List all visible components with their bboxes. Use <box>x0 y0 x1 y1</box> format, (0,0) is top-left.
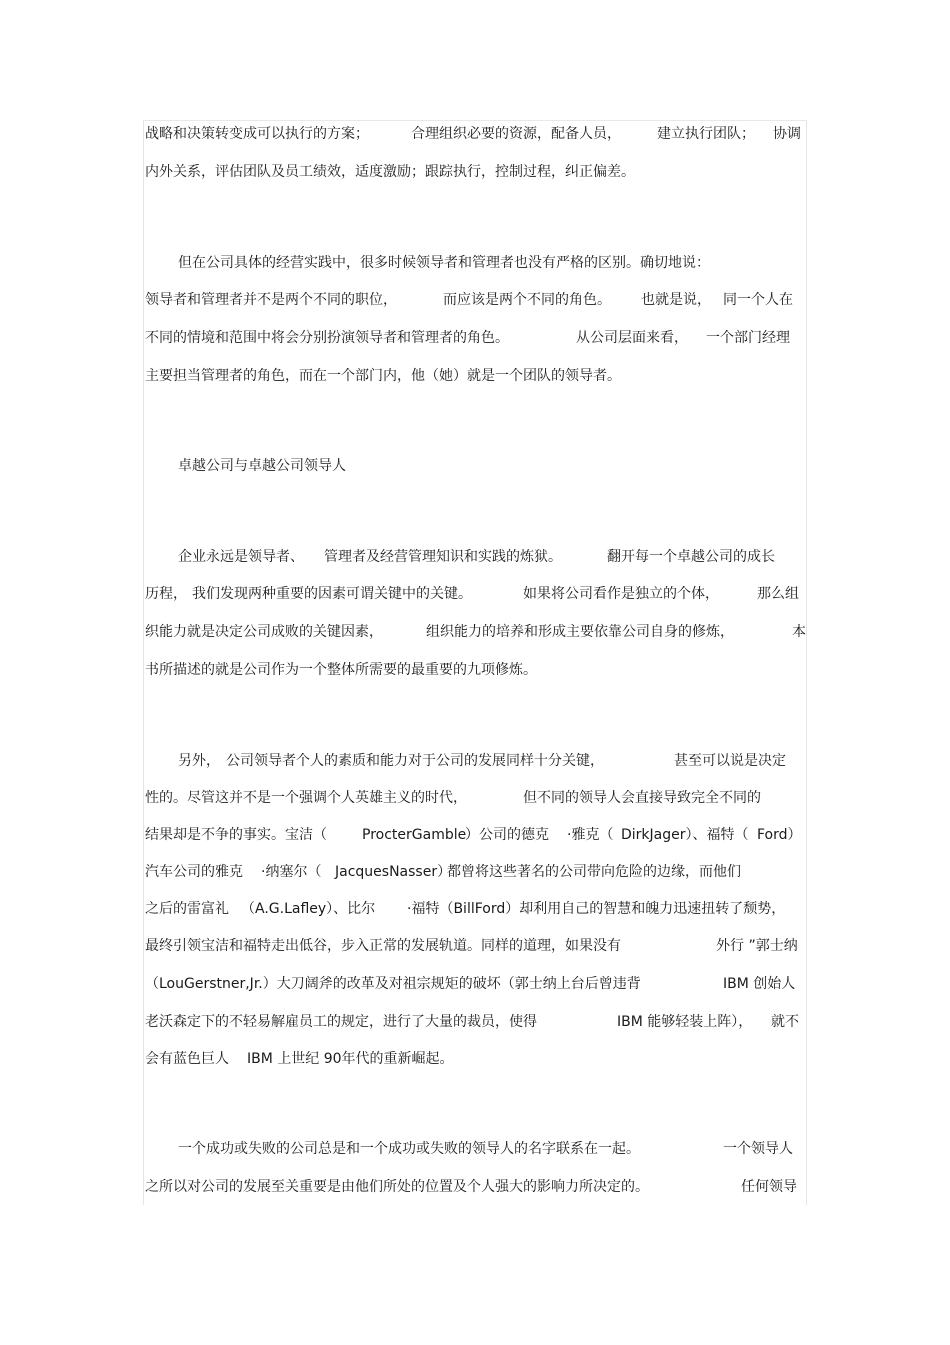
text-line <box>145 658 805 682</box>
text-line <box>145 972 805 996</box>
text-segment: JacquesNasser） <box>335 864 452 880</box>
text-segment: 之后的雷富礼 <box>145 901 229 917</box>
text-segment: DirkJager）、福特（ <box>621 827 749 843</box>
text-segment: 那么组 <box>757 586 799 602</box>
text-segment: 如果将公司看作是独立的个体， <box>523 586 719 602</box>
text-segment: 甚至可以说是决定 <box>674 753 786 769</box>
text-segment: 任何领导 <box>741 1179 797 1195</box>
text-segment: 外行 ”郭士纳 <box>716 938 798 954</box>
paragraph-first-line <box>178 251 805 275</box>
text-segment: IBM 上世纪 90年代的重新崛起。 <box>247 1051 454 1067</box>
text-segment: 合理组织必要的资源，配备人员， <box>411 126 621 142</box>
text-segment: 我们发现两种重要的因素可谓关键中的关键。 <box>192 586 472 602</box>
text-line <box>145 860 805 884</box>
paragraph-first-line <box>178 1137 805 1161</box>
page-border-right <box>806 120 807 1205</box>
text-line <box>145 1175 805 1199</box>
text-segment: 翻开每一个卓越公司的成长 <box>607 549 775 565</box>
text-segment: 一个部门经理 <box>706 330 790 346</box>
text-segment: 同一个人在 <box>723 292 793 308</box>
text-segment: 领导者和管理者并不是两个不同的职位， <box>145 292 397 308</box>
text-segment: 管理者及经营管理知识和实践的炼狱。 <box>324 549 562 565</box>
text-segment: IBM 创始人 <box>723 976 796 992</box>
text-segment: ·雅克（ <box>567 827 614 843</box>
text-segment: Ford） <box>757 827 802 843</box>
text-segment: 公司领导者个人的素质和能力对于公司的发展同样十分关键， <box>226 753 604 769</box>
text-segment: 协调 <box>773 126 801 142</box>
text-segment: 组织能力的培养和形成主要依靠公司自身的修炼， <box>426 624 734 640</box>
text-segment: 性的。尽管这并不是一个强调个人英雄主义的时代， <box>145 790 467 806</box>
text-segment: 就不 <box>771 1014 799 1030</box>
paragraph-first-line <box>178 749 805 773</box>
text-segment: 也就是说， <box>641 292 711 308</box>
text-line <box>145 823 805 847</box>
text-segment: ·纳塞尔（ <box>261 864 322 880</box>
page-border-left <box>143 120 144 1205</box>
text-segment: 结果却是不争的事实。宝洁（ <box>145 827 327 843</box>
text-segment: ProcterGamble <box>362 827 467 843</box>
text-segment: 一个成功或失败的公司总是和一个成功或失败的领导人的名字联系在一起。 <box>178 1141 640 1157</box>
text-segment: 主要担当管理者的角色，而在一个部门内，他（她）就是一个团队的领导者。 <box>145 368 621 384</box>
text-line <box>145 1010 805 1034</box>
text-segment: 汽车公司的雅克 <box>145 864 243 880</box>
text-line <box>145 620 805 644</box>
text-segment: 一个领导人 <box>723 1141 793 1157</box>
text-segment: 都曾将这些著名的公司带向危险的边缘，而他们 <box>447 864 741 880</box>
section-heading <box>178 454 805 478</box>
text-segment: ）公司的德克 <box>465 827 549 843</box>
paragraph-first-line <box>178 545 805 569</box>
text-segment: 之所以对公司的发展至关重要是由他们所处的位置及个人强大的影响力所决定的。 <box>145 1179 649 1195</box>
text-line <box>145 364 805 388</box>
text-line <box>145 160 805 184</box>
text-segment: 建立执行团队； <box>657 126 755 142</box>
text-segment: 内外关系，评估团队及员工绩效，适度激励；跟踪执行，控制过程，纠正偏差。 <box>145 164 635 180</box>
text-segment: （LouGerstner,Jr.）大刀阔斧的改革及对祖宗规矩的破坏（郭士纳上台后曾违背 <box>145 976 641 992</box>
text-segment: 本 <box>792 624 806 640</box>
text-line <box>145 582 805 606</box>
text-segment: 另外， <box>178 753 220 769</box>
text-segment: 老沃森定下的不轻易解雇员工的规定，进行了大量的裁员，使得 <box>145 1014 537 1030</box>
text-segment: 最终引领宝洁和福特走出低谷，步入正常的发展轨道。同样的道理，如果没有 <box>145 938 621 954</box>
text-segment: 而应该是两个不同的角色。 <box>443 292 611 308</box>
text-segment: 不同的情境和范围中将会分别扮演领导者和管理者的角色。 <box>145 330 509 346</box>
text-segment: 从公司层面来看， <box>576 330 688 346</box>
heading-text: 卓越公司与卓越公司领导人 <box>178 458 346 474</box>
text-segment: 战略和决策转变成可以执行的方案； <box>145 126 369 142</box>
text-line <box>145 934 805 958</box>
text-segment: 书所描述的就是公司作为一个整体所需要的最重要的九项修炼。 <box>145 662 537 678</box>
page-border-top <box>143 120 807 121</box>
text-segment: 会有蓝色巨人 <box>145 1051 229 1067</box>
text-segment: 但不同的领导人会直接导致完全不同的 <box>523 790 761 806</box>
text-line <box>145 897 805 921</box>
text-segment: 历程， <box>145 586 187 602</box>
text-segment: 织能力就是决定公司成败的关键因素， <box>145 624 383 640</box>
text-segment: IBM 能够轻装上阵）， <box>617 1014 753 1030</box>
text-line <box>145 786 805 810</box>
text-segment: 企业永远是领导者、 <box>178 549 304 565</box>
text-line <box>145 288 805 312</box>
text-segment: ·福特（BillFord）却利用自己的智慧和魄力迅速扭转了颓势， <box>407 901 786 917</box>
text-segment: 但在公司具体的经营实践中，很多时候领导者和管理者也没有严格的区别。确切地说： <box>178 255 710 271</box>
text-segment: （A.G.Lafley）、比尔 <box>241 901 376 917</box>
text-line <box>145 326 805 350</box>
text-line <box>145 122 805 146</box>
text-line <box>145 1047 805 1071</box>
